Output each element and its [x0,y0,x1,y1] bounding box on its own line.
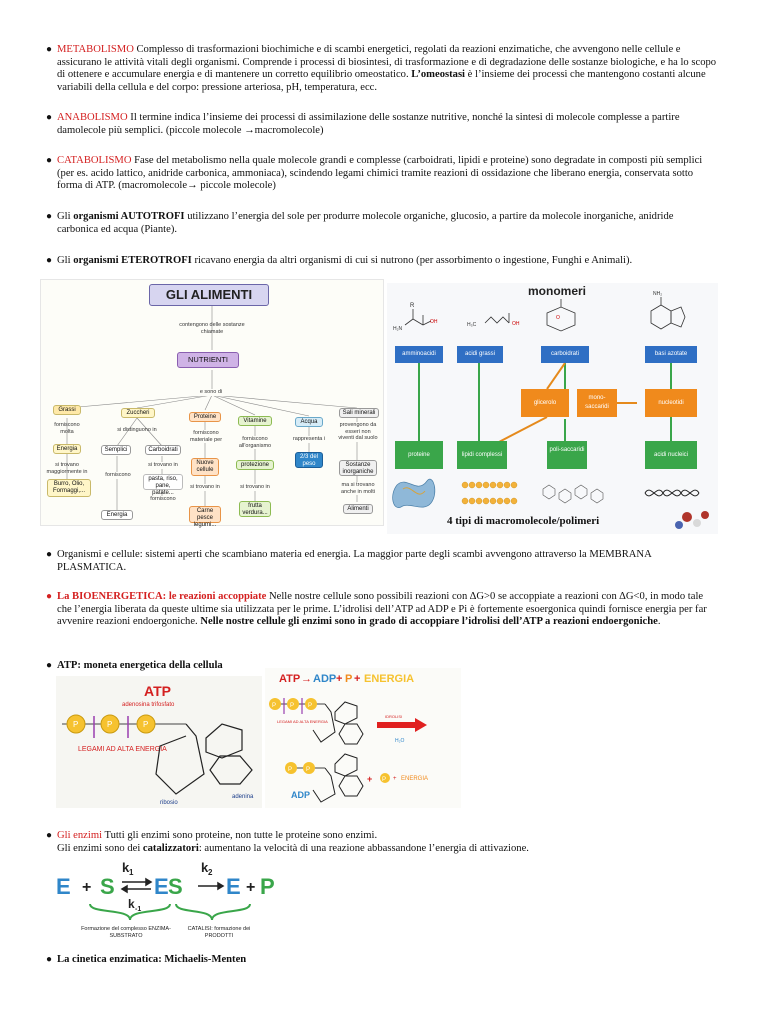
autotrofi-term: organismi AUTOTROFI [73,211,185,222]
bullet: ● [46,830,53,841]
twothirds-node: 2/3 del peso [295,452,323,468]
eq-km-sub: -1 [135,906,142,913]
eq-adp: ADP [313,673,337,685]
monomeri-figure [387,283,718,534]
eq-E2: E [154,874,169,899]
burro-node: Burro, Olio, Formaggi,... [47,479,91,497]
cat-zuccheri: Zuccheri [121,408,155,418]
sugar-structure [547,299,575,331]
bullet: ● [46,255,53,266]
mono-box-acidi-grassi: acidi grassi [457,346,503,363]
catabolismo-para [46,155,717,193]
catabolismo-term: CATABOLISMO [57,155,132,166]
fattyacid-h3c: H₃C [467,322,477,328]
adp-label: ADP [291,790,311,800]
cat-vitamine: Vitamine [238,416,272,426]
monomeri-title: monomeri [527,284,586,298]
enzyme-equation-figure [50,858,280,956]
atp-title: ATP [144,683,171,699]
carne-node: Carne pesce legumi... [189,506,221,523]
atp-structure-figure [56,676,262,808]
forniscono2-label: forniscono [145,496,181,503]
bullet: ● [46,112,53,123]
enzimi-line2-pre: Gli enzimi sono dei [57,842,143,854]
nuove-node: Nuove cellule [191,458,219,476]
forniscono-label: forniscono [103,472,133,479]
cellule-para [46,549,717,574]
plus4: + [393,776,397,782]
cat-sali: Sali minerali [339,408,379,418]
proteine-trovano: si trovano in [187,484,223,491]
bioenergetica-term: La BIOENERGETICA: le reazioni accoppiate [57,591,267,602]
eq-energia: ENERGIA [364,673,415,685]
anabolismo-text: Il termine indica l’insieme dei processi di assimilazione delle sostanze nutritive, nonché la sintesi di molecole complesse a partire damolecole più semplici. (piccole molecole →macromolecole) [57,112,680,136]
aminoacid-r: R [410,303,415,309]
bullet: ● [46,660,53,671]
mono-box-amminoacidi: amminoacidi [395,346,443,363]
autotrofi-text: utilizzano l’energia del sole per produrre molecole organiche, glucosio, a partire da molecole inorganiche, anidride carbonica ed acqua (Piante). [57,211,674,235]
bullet: ● [46,211,53,222]
eq-k1: k [122,860,130,875]
sugar-o: O [556,315,560,321]
eq-p: P [345,673,353,685]
alimenti-node: Alimenti [343,504,373,514]
eq-left-caption: Formazione del complesso ENZIMA-SUBSTRATO [81,926,171,939]
energia2-node: Energia [101,510,133,520]
adenina-label: adenina [232,794,254,800]
bioenergetica-bold: Nelle nostre cellule gli enzimi sono in grado di accoppiare l’idrolisi dell’ATP a reazioni endoergoniche [200,616,658,628]
p-a: P [272,703,277,709]
eterotrofi-pre: Gli [57,255,74,266]
p-f: P [382,777,387,783]
esono-label: e sono di [191,389,231,396]
atp-hydrolysis-svg [265,668,461,808]
enzimi-line2-text: : aumentano la velocità di una reazione abbassandone l’energia di attivazione. [198,842,529,854]
ribosio-label: ribosio [160,800,178,806]
metabolismo-para [46,44,717,94]
eq-plus2: + [354,673,361,685]
eq-E3: E [226,874,241,899]
fattyacid-structure [485,313,509,323]
h2o-label: H₂O [395,738,405,744]
idrolisi-label: IDROLISI [385,714,403,719]
aminoacid-structure [405,309,431,325]
p2: P [107,720,113,729]
metabolismo-term: METABOLISMO [57,44,134,55]
p-d: P [288,767,293,773]
p1: P [73,720,79,729]
autotrofi-para [46,211,717,236]
cinetica-heading [46,954,717,967]
base-nh2: NH₂ [653,291,663,297]
omeostasi-term: L’omeostasi [411,69,466,81]
p3: P [143,720,149,729]
p-e: P [306,767,311,773]
atp-subtitle: adenosina trifosfato [122,702,175,708]
semplici-node: Semplici [101,445,131,455]
frutta-node: frutta verdura... [239,501,271,517]
dna-helix [645,490,699,496]
energia-small: ENERGIA [401,776,429,782]
eq-plus-b: + [246,879,256,896]
eq-k2-sub: 2 [208,868,213,877]
atp-heading-text: ATP: moneta energetica della cellula [57,660,223,671]
sali-trovano: ma si trovano anche in molti [339,482,377,495]
anabolismo-para [46,112,717,137]
bottom-lipidi: lipidi complessi [457,441,507,469]
cat-grassi: Grassi [53,405,81,415]
energia-node: Energia [53,444,81,454]
cellule-text: Organismi e cellule: sistemi aperti che scambiano materia ed energia. La maggior parte degli scambi avvengono attraverso la MEMBRANA PLASMATICA. [57,549,652,573]
eterotrofi-text: ricavano energia da altri organismi di cui si nutrono (per assorbimento o ingestione, Funghi e Animali). [191,255,633,266]
molecule-balls [675,511,709,529]
lipid-beads [462,482,517,504]
eq-S: S [100,874,115,899]
eq-right-caption: CATALISI: formazione dei PRODOTTI [187,926,251,939]
fattyacid-oh: OH [512,321,520,327]
carboidrati-node: Carboidrati [145,445,181,455]
carbo-trovano: si trovano in [145,462,181,469]
eq-k1-sub: 1 [129,868,134,877]
enzimi-para [46,830,717,855]
cinetica-text: La cinetica enzimatica: Michaelis-Menten [57,954,247,965]
vitamine-sub: forniscono all'organismo [235,436,275,449]
alimenti-title: GLI ALIMENTI [149,284,269,306]
aminoacid-h2n: H₂N [393,326,403,332]
catalizzatori-term: catalizzatori [142,842,199,854]
plus3: + [367,774,373,784]
polysaccharide-chain [543,485,603,503]
p-c: P [308,703,313,709]
acqua-sub: rappresenta i [292,436,326,442]
bottom-acidi-nucleici: acidi nucleici [645,441,697,469]
sali-sub: provengono da esseri non viventi dal suolo [338,422,378,441]
contain-label: contengono delle sostanze chiamate [179,322,245,335]
macromolecole-caption: 4 tipi di macromolecole/polimeri [447,515,600,527]
mid-monosaccaridi: mono-saccaridi [577,389,617,417]
mid-nucleotidi: nucleotidi [645,389,697,417]
p-b: P [290,703,295,709]
enzimi-term: Gli enzimi [57,830,103,841]
mono-box-carboidrati: carboidrati [541,346,589,363]
eq-atp: ATP [279,673,301,685]
bottom-proteine: proteine [395,441,443,469]
enzimi-text: Tutti gli enzimi sono proteine, non tutte le proteine sono enzimi. [102,830,378,841]
legami-small: LEGAMI AD ALTA ENERGIA [277,719,328,724]
bioenergetica-text: Nelle nostre cellule sono possibili reazioni con ∆G>0 se accoppiate a reazioni con ∆G<0, in modo tale che l’energia liberata da queste ultime sia utilizzata per le prime. L’idrolisi dell’ATP ad ADP e Pi è fortemente esoergonica quindi fornisce energia per far avvenire reazioni endoergoniche. [57,591,707,628]
pasta-node: pasta, riso, pane, patate... [143,474,183,490]
base-structure [651,297,685,329]
eq-k2: k [201,860,209,875]
bullet: ● [46,591,53,602]
aminoacid-oh: OH [430,319,438,325]
grassi-sub: forniscono molta [54,422,80,435]
autotrofi-pre: Gli [57,211,74,222]
grassi-trovano: si trovano maggiormente in [46,462,88,475]
proteine-sub: forniscono materiale per [187,430,225,443]
eq-S2: S [168,874,183,899]
bullet: ● [46,954,53,965]
nutrienti-node: NUTRIENTI [177,352,239,368]
eq-plus1: + [336,673,343,685]
bullet: ● [46,549,53,560]
alimenti-concept-map [40,279,384,526]
omeostasi-text: è l’insieme dei processi che mantengono costanti alcune variabili della cellula e del corpo: pressione arteriosa, pH, temperatura, ecc. [57,69,706,93]
anabolismo-term: ANABOLISMO [57,112,128,123]
zuccheri-sub: si distinguono in [117,427,157,433]
bioenergetica-end: . [657,616,661,628]
protezione-node: protezione [236,460,274,470]
mono-box-basi-azotate: basi azotate [645,346,697,363]
eq-E1: E [56,874,71,899]
mid-glicerolo: glicerolo [521,389,569,417]
vitamine-trovano: si trovano in [237,484,273,491]
bioenergetica-para [46,591,717,629]
cat-acqua: Acqua [295,417,323,427]
catabolismo-text: Fase del metabolismo nella quale molecole grandi e complesse (carboidrati, lipidi e proteine) sono degradate in composti più semplici (per es. acido lattico, anidride carbonica, ammoniaca), scindendo legami chimici tramite reazioni di ossidazione che liberano energia, conservata sotto forma di ATP. (macromolecole→ piccole molecole) [57,155,703,192]
enzyme-equation-svg [50,858,280,956]
bottom-polisaccaridi: poli-saccaridi [547,441,587,469]
protein-illustration [393,479,435,507]
eq-P: P [260,874,275,899]
legami-label: LEGAMI AD ALTA ENERGIA [78,746,167,753]
eq-plus-a: + [82,879,92,896]
sostanze-node: Sostanze inorganiche [339,460,377,476]
bullet: ● [46,44,53,55]
atp-hydrolysis-figure [265,668,461,808]
cat-proteine: Proteine [189,412,221,422]
atp-structure-svg [56,676,262,808]
eq-arrow: → [301,673,312,685]
eterotrofi-para [46,255,717,268]
bullet: ● [46,155,53,166]
eterotrofi-term: organismi ETEROTROFI [73,255,192,266]
metabolismo-text: Complesso di trasformazioni biochimiche e di scambi energetici, regolati da reazioni enzimatiche, che avvengono nelle cellule e assicurano le attività vitali degli organismi. Comprende i processi di biosintesi, di trasformazione e di degradazione delle sostanze biologiche, e ha lo scopo di ottenere e accumulare energia e di mantenere un corretto equilibrio omeostatico. [57,44,717,81]
eq-km: k [128,897,135,911]
